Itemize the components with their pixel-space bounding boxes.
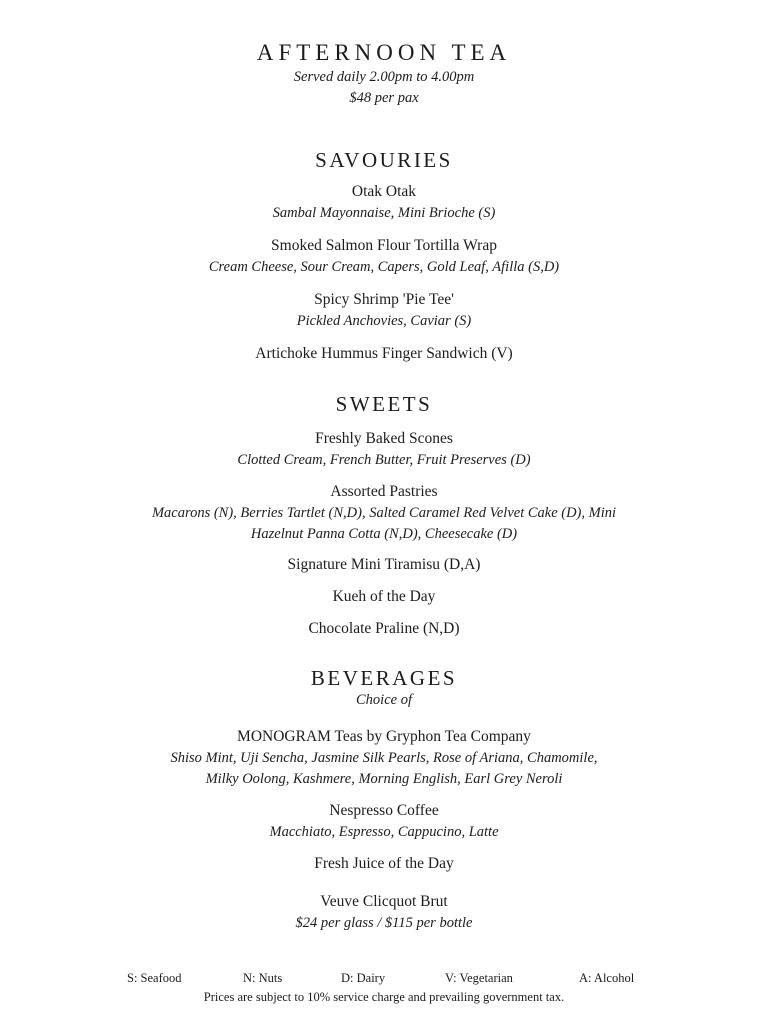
section-subtitle: Choice of <box>356 692 412 708</box>
section-title-beverages: BEVERAGES <box>310 666 458 690</box>
price-disclaimer: Prices are subject to 10% service charge and prevailing government tax. <box>203 990 565 1004</box>
legend-alcohol: A: Alcohol <box>579 971 635 985</box>
menu-title: AFTERNOON TEA <box>256 40 512 65</box>
menu-item-name: Fresh Juice of the Day <box>314 855 454 872</box>
menu-item-description: Sambal Mayonnaise, Mini Brioche (S) <box>272 205 496 221</box>
menu-item-description-line: Macarons (N), Berries Tartlet (N,D), Salted Caramel Red Velvet Cake (D), Mini <box>151 505 617 521</box>
menu-item-description-line: Milky Oolong, Kashmere, Morning English, Earl Grey Neroli <box>205 771 563 787</box>
menu-item-name: Signature Mini Tiramisu (D,A) <box>287 556 481 573</box>
menu-item-description: Macchiato, Espresso, Cappucino, Latte <box>269 824 499 840</box>
legend-vegetarian: V: Vegetarian <box>445 971 513 985</box>
menu-item-name: Assorted Pastries <box>330 483 438 500</box>
menu-item-name: Veuve Clicquot Brut <box>320 893 448 910</box>
menu-item-description-line: Shiso Mint, Uji Sencha, Jasmine Silk Pearls, Rose of Ariana, Chamomile, <box>170 750 598 766</box>
menu-item-name: Otak Otak <box>351 183 417 200</box>
menu-item-name: Artichoke Hummus Finger Sandwich (V) <box>255 345 513 362</box>
serving-hours: Served daily 2.00pm to 4.00pm <box>293 69 475 85</box>
legend-dairy: D: Dairy <box>341 971 386 985</box>
section-title-sweets: SWEETS <box>335 392 433 416</box>
menu-item-description: Cream Cheese, Sour Cream, Capers, Gold Leaf, Afilla (S,D) <box>208 259 560 275</box>
set-price: $48 per pax <box>349 90 419 106</box>
menu-item-name: Smoked Salmon Flour Tortilla Wrap <box>271 237 497 254</box>
menu-item-name: Nespresso Coffee <box>329 802 439 819</box>
menu-item-name: Spicy Shrimp 'Pie Tee' <box>314 291 454 308</box>
menu-item-description: Clotted Cream, French Butter, Fruit Preserves (D) <box>237 452 531 468</box>
menu-item-description-line: Hazelnut Panna Cotta (N,D), Cheesecake (D) <box>250 526 518 542</box>
menu-item-description: $24 per glass / $115 per bottle <box>295 915 473 931</box>
menu-item-name: Chocolate Praline (N,D) <box>308 620 460 637</box>
legend-nuts: N: Nuts <box>243 971 283 985</box>
section-title-savouries: SAVOURIES <box>315 148 453 172</box>
menu-item-name: MONOGRAM Teas by Gryphon Tea Company <box>237 728 531 745</box>
legend-seafood: S: Seafood <box>127 971 182 985</box>
menu-item-name: Freshly Baked Scones <box>315 430 453 447</box>
menu-item-name: Kueh of the Day <box>332 588 436 605</box>
menu-item-description: Pickled Anchovies, Caviar (S) <box>296 313 472 329</box>
